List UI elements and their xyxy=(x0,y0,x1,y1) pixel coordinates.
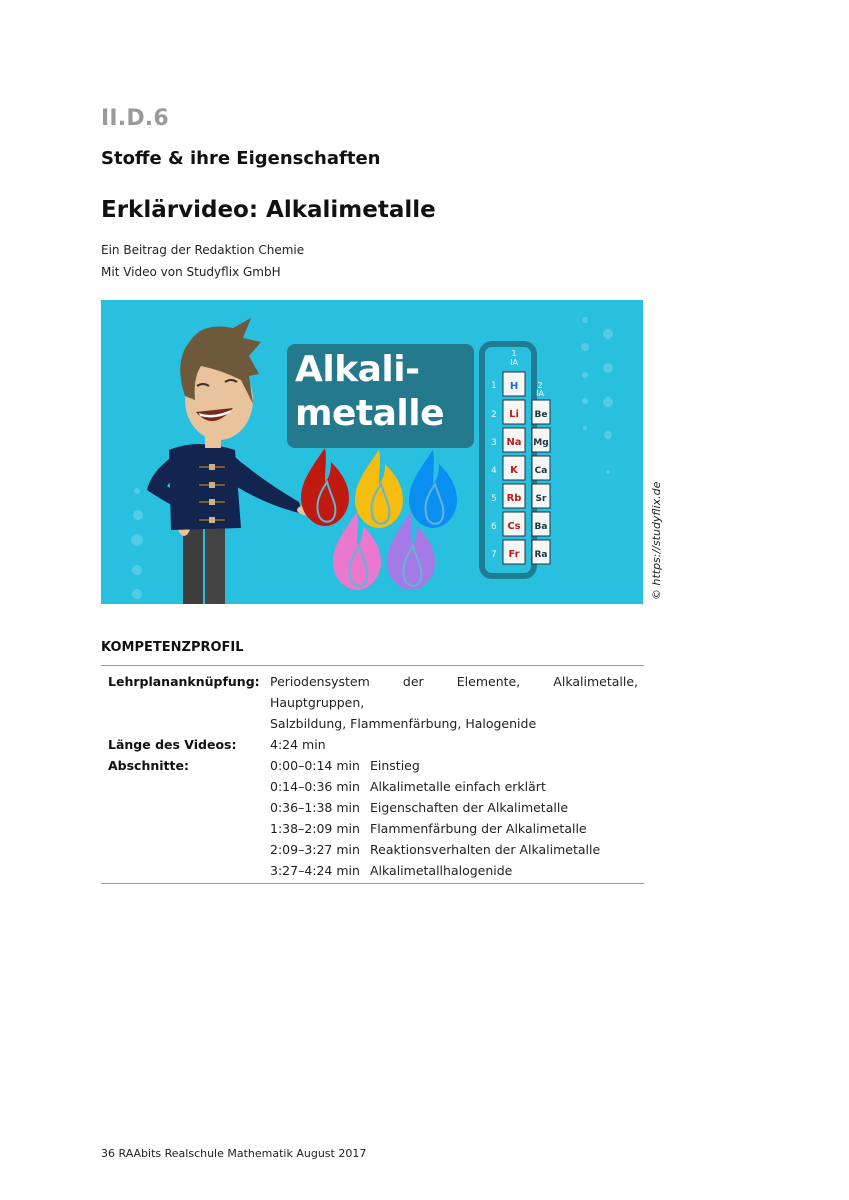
section-description: Reaktionsverhalten der Alkalimetalle xyxy=(370,842,601,857)
section-entry xyxy=(270,818,638,839)
page-footer: 36 RAAbits Realschule Mathematik August 2017 xyxy=(101,1147,367,1160)
curriculum-value-line2: Salzbildung, Flammenfärbung, Halogenide xyxy=(270,716,537,731)
yellow-flame-icon xyxy=(355,450,403,528)
video-title-line2: metalle xyxy=(295,393,445,434)
svg-text:6: 6 xyxy=(491,522,497,532)
flame-icons xyxy=(301,448,457,590)
video-length-row xyxy=(101,734,644,755)
svg-text:Ba: Ba xyxy=(534,522,548,532)
section-time: 0:00–0:14 min xyxy=(270,758,360,773)
svg-text:1: 1 xyxy=(511,349,517,358)
section-time: 3:27–4:24 min xyxy=(270,863,360,878)
svg-text:2: 2 xyxy=(537,381,543,390)
video-title-box xyxy=(287,344,474,448)
section-entry xyxy=(270,776,638,797)
periodic-table-icon xyxy=(482,344,550,576)
svg-text:K: K xyxy=(510,465,518,476)
subject-heading: Stoffe & ihre Eigenschaften xyxy=(101,148,381,169)
svg-text:Sr: Sr xyxy=(535,494,547,504)
sections-label: Abschnitte: xyxy=(108,758,189,773)
video-length-label: Länge des Videos: xyxy=(108,737,237,752)
section-description: Alkalimetalle einfach erklärt xyxy=(370,779,546,794)
blue-flame-icon xyxy=(409,450,457,528)
svg-text:3: 3 xyxy=(491,438,497,448)
image-copyright: © https://studyflix.de xyxy=(650,481,663,600)
curriculum-label: Lehrplananknüpfung: xyxy=(108,674,260,689)
video-title-line1: Alkali- xyxy=(295,349,420,390)
section-description: Flammenfärbung der Alkalimetalle xyxy=(370,821,587,836)
sections-row xyxy=(101,755,644,881)
section-time: 2:09–3:27 min xyxy=(270,842,360,857)
svg-text:7: 7 xyxy=(491,550,497,560)
svg-text:IA: IA xyxy=(510,358,518,367)
section-entry xyxy=(270,839,638,860)
page-title: Erklärvideo: Alkalimetalle xyxy=(101,197,436,223)
svg-text:4: 4 xyxy=(491,466,497,476)
svg-text:Cs: Cs xyxy=(507,521,521,532)
credit-line: Ein Beitrag der Redaktion Chemie xyxy=(101,243,305,257)
svg-text:2: 2 xyxy=(491,410,497,420)
svg-text:IA: IA xyxy=(536,389,544,398)
section-entry xyxy=(270,797,638,818)
svg-text:Be: Be xyxy=(534,410,548,420)
competence-profile-heading: KOMPETENZPROFIL xyxy=(101,640,244,655)
svg-text:Ca: Ca xyxy=(534,466,548,476)
svg-text:Fr: Fr xyxy=(508,549,520,560)
section-time: 0:36–1:38 min xyxy=(270,800,360,815)
section-description: Alkalimetallhalogenide xyxy=(370,863,513,878)
section-time: 1:38–2:09 min xyxy=(270,821,360,836)
svg-text:5: 5 xyxy=(491,494,497,504)
svg-text:Li: Li xyxy=(509,409,519,420)
video-length-value: 4:24 min xyxy=(270,737,326,752)
unit-code: II.D.6 xyxy=(101,106,169,131)
section-time: 0:14–0:36 min xyxy=(270,779,360,794)
video-thumbnail[interactable] xyxy=(101,300,643,604)
svg-text:H: H xyxy=(509,381,519,392)
section-description: Einstieg xyxy=(370,758,420,773)
svg-text:Rb: Rb xyxy=(506,493,522,504)
svg-text:Mg: Mg xyxy=(533,438,549,448)
section-entry xyxy=(270,755,638,776)
competence-profile-table xyxy=(101,665,644,884)
curriculum-value-line1: Periodensystem der Elemente, Alkalimetalle, Hauptgruppen, xyxy=(270,674,638,710)
credit-line: Mit Video von Studyflix GmbH xyxy=(101,265,281,279)
svg-text:1: 1 xyxy=(491,381,497,391)
red-flame-icon xyxy=(301,448,349,526)
curriculum-row xyxy=(101,671,644,734)
svg-text:Na: Na xyxy=(506,437,522,448)
svg-text:Ra: Ra xyxy=(534,550,548,560)
section-description: Eigenschaften der Alkalimetalle xyxy=(370,800,569,815)
section-entry xyxy=(270,860,638,881)
